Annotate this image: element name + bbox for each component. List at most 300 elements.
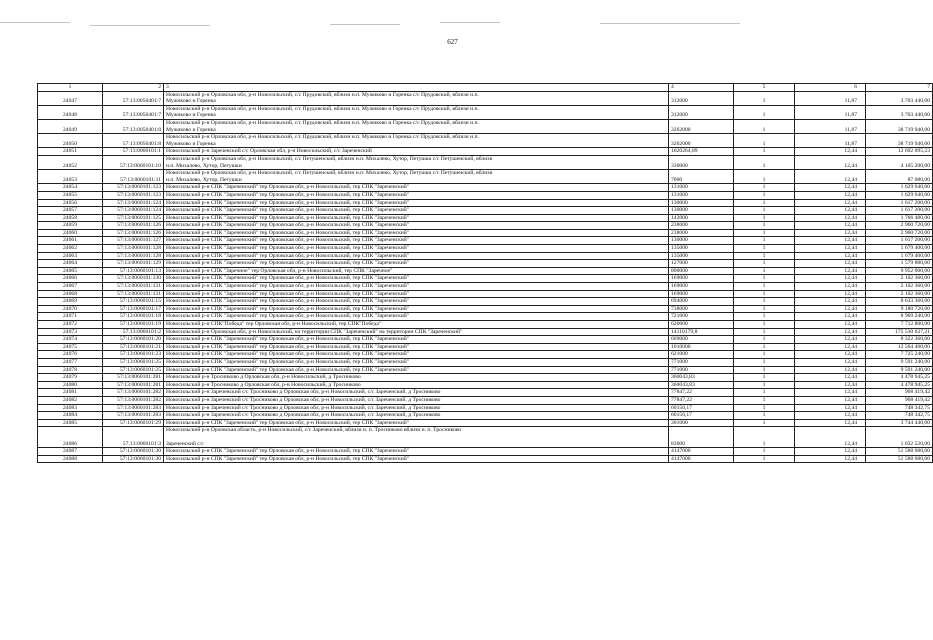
- table-row: [38, 366, 933, 374]
- header-row: [38, 84, 933, 92]
- table-cell-price: 12,44: [795, 412, 866, 420]
- table-cell-price: 12,44: [795, 328, 866, 336]
- table-cell-share: 1: [734, 275, 795, 283]
- table-cell-area: 771000: [669, 366, 734, 374]
- table-cell-area: 620000: [669, 321, 734, 329]
- table-cell-share: 1: [734, 199, 795, 207]
- table-cell-n: 24086: [38, 427, 103, 448]
- table-cell-n: 24085: [38, 419, 103, 427]
- table-cell-total: 1 629 640,00: [866, 191, 933, 199]
- table-cell-cad: 57:13:0060101:124: [103, 199, 164, 207]
- table-cell-cad: 57:13:0060101:124: [103, 207, 164, 215]
- table-row: [38, 381, 933, 389]
- row-description: Новосильский р-н Орловская обл, р-н Новосильский, на территории СПК "Зареченский" на территории СПК "Зареченский": [166, 328, 463, 335]
- table-cell-price: 12,44: [795, 313, 866, 321]
- table-row: [38, 321, 933, 329]
- table-cell-total: 9 180 720,00: [866, 305, 933, 313]
- table-cell-cad: 57:13:0060101:123: [103, 191, 164, 199]
- table-row: [38, 267, 933, 275]
- table-cell-desc: [164, 283, 669, 291]
- table-cell-n: 24066: [38, 275, 103, 283]
- column-header: 5: [734, 84, 795, 92]
- table-cell-price: 12,44: [795, 155, 866, 169]
- table-cell-n: 24082: [38, 396, 103, 404]
- table-row: [38, 351, 933, 359]
- table-cell-area: 130000: [669, 199, 734, 207]
- row-description: Новосильский р-н Орловская обл, р-н Новосильский, с/с Прудовский, вблизи н.п. Мужиково и Горенка с/с Прудовский, вблизи н.п. Мужиково и Горенка: [166, 105, 479, 119]
- table-cell-total: 2 960 720,00: [866, 229, 933, 237]
- row-description: Новосильский р-н Орловская область, р-н Новосильский, с/с Зареченский, вблизи н. п. Тросниково вблизи н. п. Тросниково Зареченский с/с: [166, 427, 462, 447]
- table-row: [38, 389, 933, 397]
- row-description: Новосильский р-н СПК "Зареченский" тер Орловская обл, р-н Новосильский, тер СПК "Зареченский": [166, 207, 410, 214]
- row-description: Новосильский р-н СПК "Зареченский" тер Орловская обл, р-н Новосильский, тер СПК "Зареченский": [166, 305, 410, 312]
- table-cell-n: 24061: [38, 237, 103, 245]
- table-cell-area: 135000: [669, 252, 734, 260]
- table-cell-price: 12,44: [795, 366, 866, 374]
- table-cell-price: 12,44: [795, 404, 866, 412]
- table-cell-cad: 57:13:0060101:283: [103, 412, 164, 420]
- table-cell-n: 24074: [38, 336, 103, 344]
- table-row: [38, 328, 933, 336]
- table-cell-price: 12,44: [795, 184, 866, 192]
- row-description: Новосильский р-н Орловская обл, р-н Новосильский, с/с Прудовский, вблизи н.п. Мужиково и Горенка с/с Прудовский, вблизи н.п. Мужиково и Горенка: [166, 119, 479, 133]
- table-row: [38, 252, 933, 260]
- table-cell-area: 312000: [669, 105, 734, 119]
- table-cell-share: 1: [734, 222, 795, 230]
- table-cell-desc: [164, 275, 669, 283]
- table-row: [38, 222, 933, 230]
- table-cell-area: 169000: [669, 275, 734, 283]
- row-description: Новосильский р-н Тросниково д Орловская обл, р-н Новосильский, д Тросниково: [166, 374, 361, 381]
- table-cell-share: 1: [734, 404, 795, 412]
- table-cell-n: 24083: [38, 404, 103, 412]
- table-cell-area: 4147000: [669, 448, 734, 456]
- table-cell-desc: [164, 148, 669, 156]
- table-cell-total: 4 105 200,00: [866, 155, 933, 169]
- table-cell-price: 12,44: [795, 229, 866, 237]
- table-cell-share: 1: [734, 328, 795, 336]
- column-header: 6: [795, 84, 866, 92]
- table-cell-share: 1: [734, 298, 795, 306]
- row-description: Новосильский р-н Тросниково д Орловская обл, р-н Новосильский, д Тросниково: [166, 381, 361, 388]
- table-cell-cad: 57:13:0060101:282: [103, 389, 164, 397]
- table-row: [38, 290, 933, 298]
- table-cell-total: 1 617 200,00: [866, 237, 933, 245]
- table-cell-cad: 57:13:0060101:129: [103, 260, 164, 268]
- table-cell-cad: 57:13:0060101:126: [103, 229, 164, 237]
- table-cell-price: 12,44: [795, 207, 866, 215]
- table-cell-area: 130000: [669, 237, 734, 245]
- table-cell-n: 24060: [38, 229, 103, 237]
- column-header: 3: [164, 84, 669, 92]
- table-cell-share: 1: [734, 313, 795, 321]
- table-cell-cad: 57:13:0060101:30: [103, 455, 164, 463]
- table-cell-area: 771000: [669, 358, 734, 366]
- table-cell-cad: 57:13:0060101:128: [103, 245, 164, 253]
- table-cell-area: 238000: [669, 222, 734, 230]
- row-description: Новосильский р-н Зареченский с/с Орловская обл, р-н Новосильский, с/с Зареченский: [166, 148, 372, 155]
- table-row: [38, 105, 933, 119]
- table-row: [38, 448, 933, 456]
- table-cell-total: 87 080,00: [866, 170, 933, 184]
- row-description: Новосильский р-н СПК "Зареченский" тер Орловская обл, р-н Новосильский, тер СПК "Зареченский": [166, 260, 410, 267]
- table-cell-total: 1 617 200,00: [866, 199, 933, 207]
- table-cell-area: 135000: [669, 245, 734, 253]
- row-description: Новосильский р-н СПК "Зареченский" тер Орловская обл, р-н Новосильский, тер СПК "Зареченский": [166, 448, 410, 455]
- table-cell-desc: [164, 267, 669, 275]
- table-row: [38, 245, 933, 253]
- table-cell-n: 24062: [38, 245, 103, 253]
- table-cell-n: 24047: [38, 91, 103, 105]
- registry-table: [37, 83, 933, 463]
- table-cell-area: 7000: [669, 170, 734, 184]
- row-description: Новосильский р-н СПК "Зареченский" тер Орловская обл, р-н Новосильский, тер СПК "Зареченский": [166, 358, 410, 365]
- table-row: [38, 229, 933, 237]
- table-cell-cad: 57:13:0060101:19: [103, 321, 164, 329]
- table-cell-total: 4 478 945,25: [866, 374, 933, 382]
- row-description: Новосильский р-н Орловская обл, р-н Новосильский, с/с Петушенский, вблизи н.п. Михалево, Хутор, Петушки с/с Петушенский, вблизи н.п. Михалево, Хутор, Петушки: [166, 155, 493, 169]
- table-row: [38, 207, 933, 215]
- table-cell-desc: [164, 229, 669, 237]
- table-cell-cad: 57:13:0060101:2: [103, 328, 164, 336]
- table-cell-desc: [164, 448, 669, 456]
- table-cell-total: 968 419,42: [866, 396, 933, 404]
- table-cell-n: 24084: [38, 412, 103, 420]
- table-cell-cad: 57:13:0060101:10: [103, 155, 164, 169]
- table-cell-share: 1: [734, 155, 795, 169]
- table-cell-share: 1: [734, 427, 795, 448]
- table-row: [38, 148, 933, 156]
- table-cell-desc: [164, 455, 669, 463]
- table-cell-desc: [164, 214, 669, 222]
- table-cell-cad: 57:13:0060101:281: [103, 381, 164, 389]
- table-cell-total: 9 952 000,00: [866, 267, 933, 275]
- table-cell-desc: [164, 290, 669, 298]
- table-cell-total: 968 419,42: [866, 389, 933, 397]
- table-row: [38, 155, 933, 169]
- table-row: [38, 191, 933, 199]
- table-cell-cad: 57:13:0060101:15: [103, 298, 164, 306]
- table-cell-price: 12,44: [795, 148, 866, 156]
- table-cell-total: 7 725 240,00: [866, 351, 933, 359]
- table-cell-share: 1: [734, 305, 795, 313]
- table-cell-area: 60156,17: [669, 404, 734, 412]
- table-cell-share: 1: [734, 343, 795, 351]
- table-row: [38, 412, 933, 420]
- table-cell-total: 175 530 637,21: [866, 328, 933, 336]
- table-cell-n: 24088: [38, 455, 103, 463]
- table-cell-share: 1: [734, 148, 795, 156]
- table-cell-n: 24054: [38, 184, 103, 192]
- table-cell-n: 24056: [38, 199, 103, 207]
- row-description: Новосильский р-н СПК "Зареченский" тер Орловская обл, р-н Новосильский, тер СПК "Зареченский": [166, 336, 410, 343]
- table-cell-n: 24078: [38, 366, 103, 374]
- table-cell-n: 24052: [38, 155, 103, 169]
- table-cell-desc: [164, 328, 669, 336]
- table-cell-total: 12 564 400,00: [866, 343, 933, 351]
- table-cell-n: 24049: [38, 119, 103, 133]
- table-cell-desc: [164, 313, 669, 321]
- table-cell-area: 77847,22: [669, 396, 734, 404]
- table-cell-price: 12,44: [795, 305, 866, 313]
- table-cell-total: 748 342,75: [866, 404, 933, 412]
- table-cell-area: 142000: [669, 214, 734, 222]
- table-cell-desc: [164, 366, 669, 374]
- column-header: 7: [866, 84, 933, 92]
- table-cell-share: 1: [734, 381, 795, 389]
- table-cell-desc: [164, 222, 669, 230]
- table-cell-share: 1: [734, 191, 795, 199]
- table-cell-n: 24050: [38, 134, 103, 148]
- row-description: Новосильский р-н Зареченский с/с Тросниково д Орловская обл, р-н Новосильский, с/с Зареченский, д Тросниково: [166, 404, 441, 411]
- table-cell-share: 1: [734, 245, 795, 253]
- table-cell-total: 3 744 440,00: [866, 419, 933, 427]
- table-cell-cad: 57:13:0060101:20: [103, 336, 164, 344]
- table-cell-desc: [164, 404, 669, 412]
- table-cell-n: 24080: [38, 381, 103, 389]
- row-description: Новосильский р-н Зареченский с/с Тросниково д Орловская обл, р-н Новосильский, с/с Зареченский, д Тросниково: [166, 412, 441, 419]
- table-cell-price: 12,44: [795, 199, 866, 207]
- table-cell-share: 1: [734, 252, 795, 260]
- table-cell-total: 38 719 940,00: [866, 134, 933, 148]
- table-cell-desc: [164, 381, 669, 389]
- table-cell-share: 1: [734, 119, 795, 133]
- table-cell-price: 12,44: [795, 381, 866, 389]
- row-description: Новосильский р-н СПК "Зареченский" тер Орловская обл, р-н Новосильский, тер СПК "Зареченский": [166, 419, 410, 426]
- table-cell-area: 694000: [669, 298, 734, 306]
- table-cell-cad: 57:13:0060101:3: [103, 427, 164, 448]
- table-cell-n: 24065: [38, 267, 103, 275]
- table-cell-cad: 57:13:0060101:13: [103, 267, 164, 275]
- column-header: 4: [669, 84, 734, 92]
- table-row: [38, 184, 933, 192]
- table-cell-cad: 57:13:0060101:282: [103, 396, 164, 404]
- table-cell-total: 38 719 940,00: [866, 119, 933, 133]
- table-cell-n: 24048: [38, 105, 103, 119]
- table-cell-cad: 57:13:0050401:7: [103, 105, 164, 119]
- table-row: [38, 419, 933, 427]
- table-cell-price: 12,44: [795, 298, 866, 306]
- table-cell-area: 14110179,8: [669, 328, 734, 336]
- table-cell-cad: 57:13:0060101:128: [103, 252, 164, 260]
- row-description: Новосильский р-н СПК "Зареченский" тер Орловская обл, р-н Новосильский, тер СПК "Зареченский": [166, 283, 410, 290]
- row-description: Новосильский р-н СПК "Зареченский" тер Орловская обл, р-н Новосильский, тер СПК "Зареченский": [166, 199, 410, 206]
- table-cell-share: 1: [734, 91, 795, 105]
- table-cell-n: 24077: [38, 358, 103, 366]
- table-cell-area: 360043,83: [669, 381, 734, 389]
- table-cell-share: 1: [734, 374, 795, 382]
- table-cell-price: 12,44: [795, 358, 866, 366]
- table-cell-area: 1020264,89: [669, 148, 734, 156]
- table-cell-area: 83000: [669, 427, 734, 448]
- table-cell-desc: [164, 252, 669, 260]
- table-cell-total: 748 342,75: [866, 412, 933, 420]
- table-cell-cad: 57:13:0060101:123: [103, 184, 164, 192]
- table-cell-desc: [164, 412, 669, 420]
- table-cell-share: 1: [734, 389, 795, 397]
- table-cell-cad: 57:13:0060101:283: [103, 404, 164, 412]
- table-cell-desc: [164, 298, 669, 306]
- table-cell-desc: [164, 427, 669, 448]
- table-cell-desc: [164, 343, 669, 351]
- table-cell-price: 12,44: [795, 245, 866, 253]
- table-cell-total: 2 102 360,00: [866, 283, 933, 291]
- table-cell-price: 12,44: [795, 374, 866, 382]
- table-cell-n: 24070: [38, 305, 103, 313]
- table-cell-desc: [164, 155, 669, 169]
- table-cell-share: 1: [734, 170, 795, 184]
- table-cell-total: 2 102 360,00: [866, 290, 933, 298]
- table-cell-price: 12,44: [795, 396, 866, 404]
- table-cell-share: 1: [734, 214, 795, 222]
- table-cell-share: 1: [734, 412, 795, 420]
- table-cell-price: 12,44: [795, 389, 866, 397]
- table-cell-n: 24059: [38, 222, 103, 230]
- table-cell-price: 11,87: [795, 134, 866, 148]
- table-cell-share: 1: [734, 351, 795, 359]
- table-cell-desc: [164, 170, 669, 184]
- table-cell-total: 12 692 095,23: [866, 148, 933, 156]
- table-cell-area: 330000: [669, 155, 734, 169]
- table-cell-area: 130000: [669, 207, 734, 215]
- table-cell-desc: [164, 358, 669, 366]
- table-cell-desc: [164, 199, 669, 207]
- table-cell-area: 669000: [669, 336, 734, 344]
- table-row: [38, 404, 933, 412]
- table-cell-n: 24071: [38, 313, 103, 321]
- table-cell-share: 1: [734, 207, 795, 215]
- table-cell-n: 24057: [38, 207, 103, 215]
- table-cell-desc: [164, 105, 669, 119]
- table-cell-desc: [164, 191, 669, 199]
- table-cell-desc: [164, 207, 669, 215]
- table-cell-n: 24087: [38, 448, 103, 456]
- table-cell-cad: 57:13:0060101:281: [103, 374, 164, 382]
- table-cell-n: 24075: [38, 343, 103, 351]
- table-cell-price: 12,44: [795, 214, 866, 222]
- row-description: Новосильский р-н СПК "Зареченский" тер Орловская обл, р-н Новосильский, тер СПК "Зареченский": [166, 252, 410, 259]
- table-cell-share: 1: [734, 448, 795, 456]
- table-cell-n: 24058: [38, 214, 103, 222]
- table-cell-share: 1: [734, 267, 795, 275]
- table-row: [38, 170, 933, 184]
- table-cell-cad: 57:13:0050401:8: [103, 134, 164, 148]
- table-cell-desc: [164, 134, 669, 148]
- table-cell-share: 1: [734, 134, 795, 148]
- table-cell-total: 2 102 360,00: [866, 275, 933, 283]
- table-cell-area: 312000: [669, 91, 734, 105]
- table-cell-cad: 57:13:0060101:126: [103, 222, 164, 230]
- row-description: Новосильский р-н СПК "Зареченский" тер Орловская обл, р-н Новосильский, тер СПК "Зареченский": [166, 275, 410, 282]
- table-cell-area: 127000: [669, 260, 734, 268]
- table-cell-share: 1: [734, 321, 795, 329]
- table-row: [38, 119, 933, 133]
- table-cell-area: 131000: [669, 184, 734, 192]
- table-cell-cad: 57:13:0060101:130: [103, 275, 164, 283]
- table-cell-price: 12,44: [795, 191, 866, 199]
- table-cell-price: 12,44: [795, 419, 866, 427]
- table-cell-share: 1: [734, 290, 795, 298]
- table-row: [38, 199, 933, 207]
- table-row: [38, 455, 933, 463]
- table-cell-cad: 57:13:0060101:18: [103, 313, 164, 321]
- table-cell-n: 24055: [38, 191, 103, 199]
- table-cell-desc: [164, 305, 669, 313]
- table-cell-price: 11,87: [795, 105, 866, 119]
- table-cell-total: 8 633 360,00: [866, 298, 933, 306]
- table-cell-price: 11,87: [795, 91, 866, 105]
- table-cell-total: 1 032 520,00: [866, 427, 933, 448]
- row-description: Новосильский р-н СПК "Зареченский" тер Орловская обл, р-н Новосильский, тер СПК "Зареченский": [166, 222, 410, 229]
- table-cell-cad: 57:13:0060101:1: [103, 148, 164, 156]
- table-cell-total: 1 766 480,00: [866, 214, 933, 222]
- table-row: [38, 237, 933, 245]
- table-cell-cad: 57:13:0060101:11: [103, 170, 164, 184]
- table-row: [38, 91, 933, 105]
- table-cell-price: 12,44: [795, 237, 866, 245]
- table-cell-share: 1: [734, 105, 795, 119]
- table-cell-desc: [164, 321, 669, 329]
- table-cell-cad: 57:13:0060101:23: [103, 351, 164, 359]
- table-cell-cad: 57:13:0060101:30: [103, 448, 164, 456]
- table-cell-price: 12,44: [795, 260, 866, 268]
- table-cell-price: 12,44: [795, 336, 866, 344]
- row-description: Новосильский р-н СПК "Заречное" тер Орловская обл, р-н Новосильский, тер СПК "Заречное": [166, 267, 393, 274]
- table-cell-share: 1: [734, 419, 795, 427]
- table-row: [38, 336, 933, 344]
- table-cell-desc: [164, 336, 669, 344]
- table-cell-total: 9 591 240,00: [866, 358, 933, 366]
- table-cell-n: 24067: [38, 283, 103, 291]
- row-description: Новосильский р-н СПК "Зареченский" тер Орловская обл, р-н Новосильский, тер СПК "Зареченский": [166, 237, 410, 244]
- table-cell-total: 51 588 680,00: [866, 455, 933, 463]
- table-row: [38, 283, 933, 291]
- table-row: [38, 396, 933, 404]
- table-cell-n: 24072: [38, 321, 103, 329]
- table-cell-cad: 57:13:0060101:21: [103, 343, 164, 351]
- table-cell-area: 621000: [669, 351, 734, 359]
- table-row: [38, 214, 933, 222]
- table-cell-area: 4147000: [669, 455, 734, 463]
- table-cell-n: 24069: [38, 298, 103, 306]
- table-row: [38, 134, 933, 148]
- table-cell-share: 1: [734, 260, 795, 268]
- table-cell-area: 1010000: [669, 343, 734, 351]
- row-description: Новосильский р-н СПК "Зареченский" тер Орловская обл, р-н Новосильский, тер СПК "Зареченский": [166, 455, 410, 462]
- row-description: Новосильский р-н СПК "Зареченский" тер Орловская обл, р-н Новосильский, тер СПК "Зареченский": [166, 245, 410, 252]
- table-cell-cad: 57:13:0060101:25: [103, 358, 164, 366]
- table-cell-cad: 57:13:0060101:131: [103, 290, 164, 298]
- table-cell-total: 8 969 240,00: [866, 313, 933, 321]
- table-cell-desc: [164, 419, 669, 427]
- row-description: Новосильский р-н Зареченский с/с Тросниково д Орловская обл, р-н Новосильский, с/с Зареченский, д Тросниково: [166, 396, 441, 403]
- table-cell-share: 1: [734, 358, 795, 366]
- column-header: 2: [103, 84, 164, 92]
- table-cell-area: 3262000: [669, 119, 734, 133]
- table-cell-cad: 57:13:0060101:127: [103, 237, 164, 245]
- table-row: [38, 298, 933, 306]
- table-cell-n: 24079: [38, 374, 103, 382]
- table-cell-total: 2 960 720,00: [866, 222, 933, 230]
- table-row: [38, 374, 933, 382]
- table-cell-price: 12,44: [795, 222, 866, 230]
- table-cell-share: 1: [734, 229, 795, 237]
- table-cell-area: 169000: [669, 290, 734, 298]
- table-cell-price: 12,44: [795, 252, 866, 260]
- table-cell-area: 131000: [669, 191, 734, 199]
- table-cell-price: 12,44: [795, 290, 866, 298]
- row-description: Новосильский р-н СПК"Победа" тер Орловская обл, р-н Новосильский, тер СПК"Победа": [166, 321, 382, 327]
